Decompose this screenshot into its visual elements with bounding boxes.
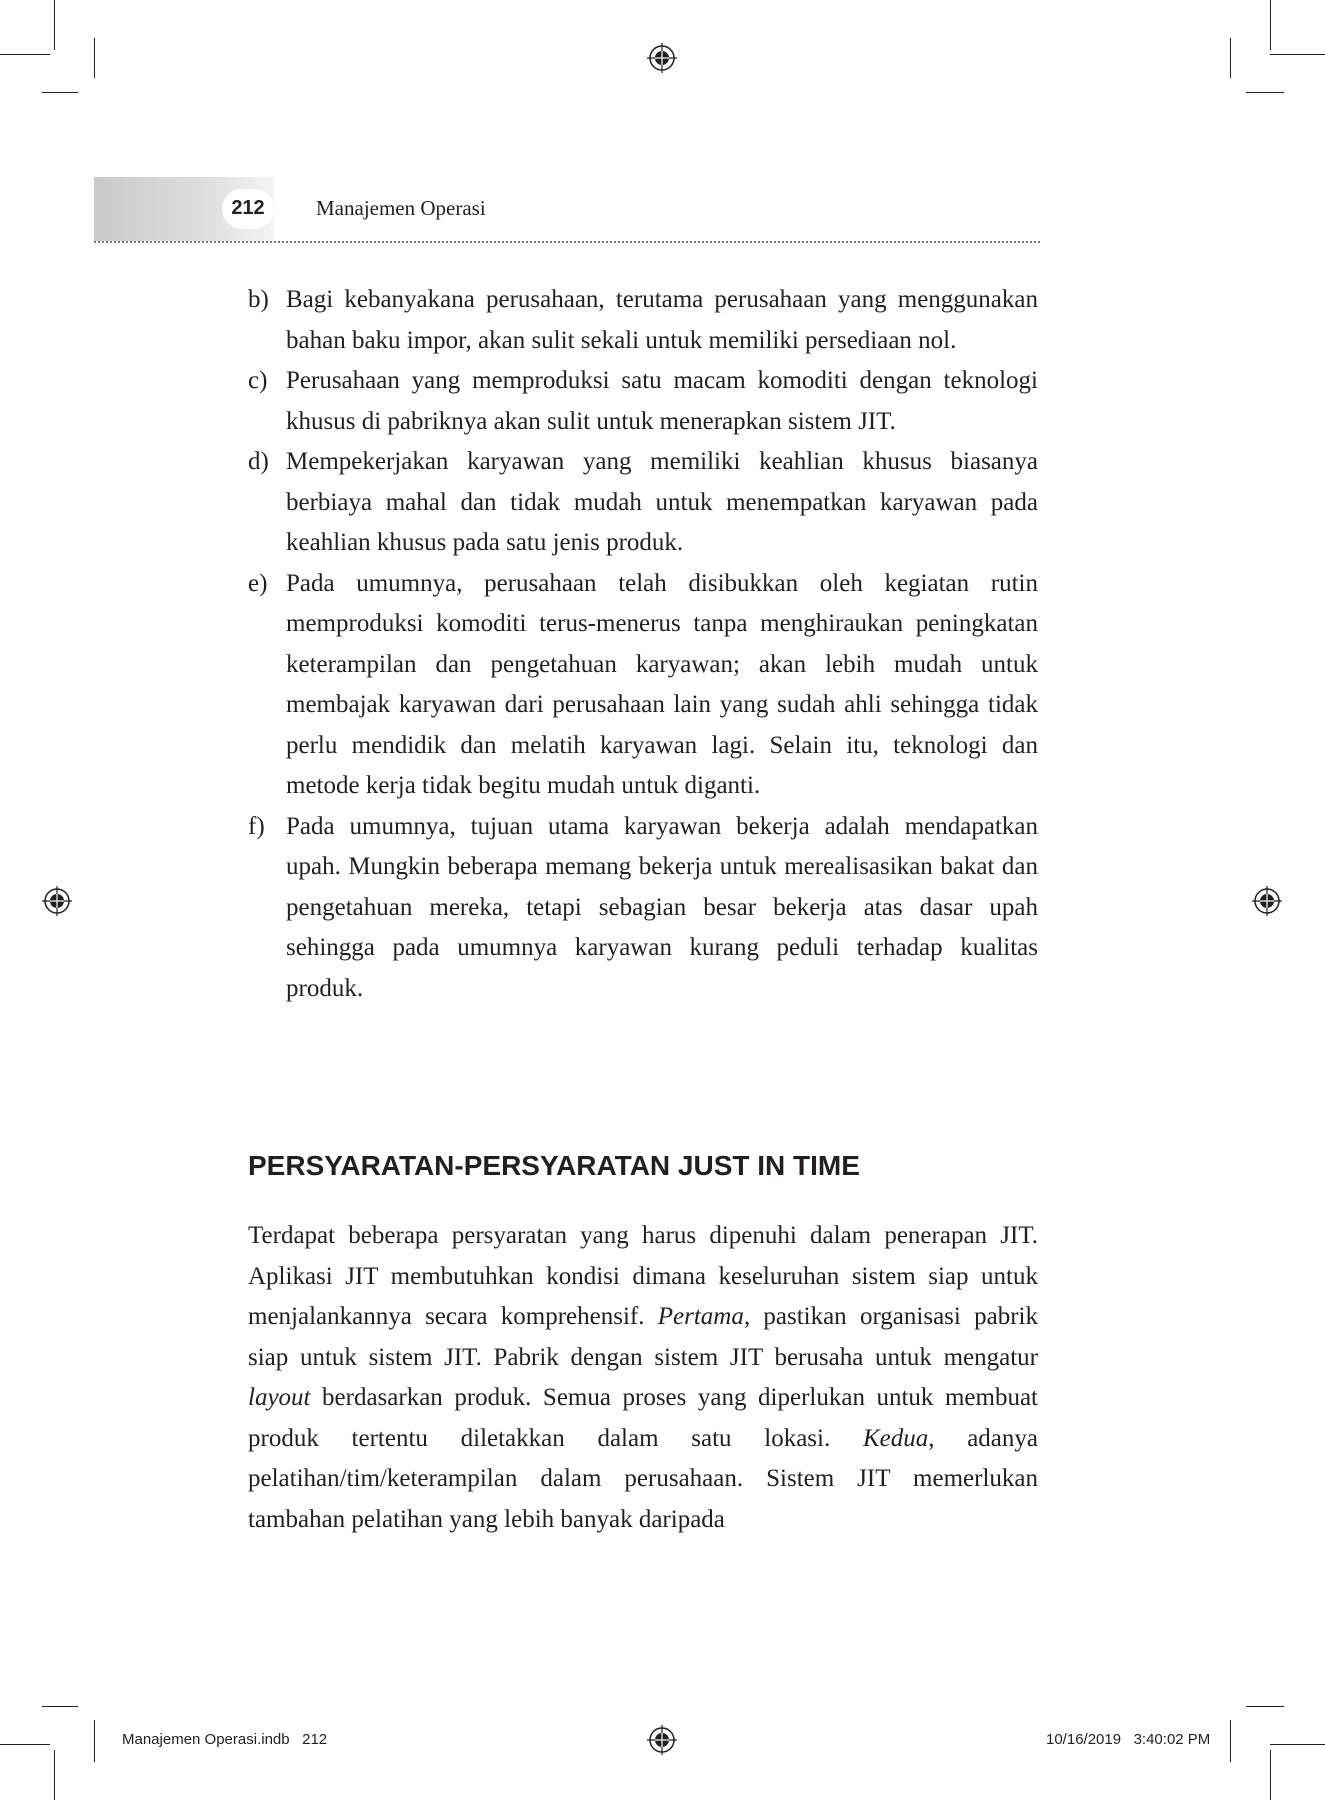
crop-mark	[42, 1706, 78, 1707]
list-marker: d)	[248, 448, 269, 475]
crop-mark	[1270, 0, 1271, 50]
crop-mark	[1230, 1720, 1231, 1762]
list-item	[248, 280, 1038, 361]
paragraph-text: berdasarkan produk. Semua proses yang diperlukan untuk membuat produk tertentu diletakkan dalam satu lokasi.	[248, 1384, 1038, 1452]
crop-mark	[0, 1744, 50, 1745]
section-heading: PERSYARATAN-PERSYARATAN JUST IN TIME	[248, 1150, 860, 1181]
list-item	[248, 442, 1038, 564]
list-marker: c)	[248, 367, 268, 394]
crop-mark	[1270, 54, 1325, 55]
list-marker: e)	[248, 569, 268, 597]
list	[248, 280, 1038, 1009]
body-paragraph	[248, 1216, 1038, 1540]
crop-mark	[54, 0, 55, 50]
footer-timestamp: 10/16/2019 3:40:02 PM	[1046, 1731, 1211, 1748]
list-item-text: Pada umumnya, perusahaan telah disibukkan oleh kegiatan rutin memproduksi komoditi terus-menerus tanpa menghiraukan peningkatan keterampilan dan pengetahuan karyawan; akan lebih mudah untuk membajak karyawan dari perusahaan lain yang sudah ahli sehingga tidak perlu mendidik dan melatih karyawan lagi. Selain itu, teknologi dan metode kerja tidak begitu mudah untuk diganti.	[286, 569, 1038, 799]
list-item	[248, 807, 1038, 1010]
list-item-text: Bagi kebanyakana perusahaan, terutama perusahaan yang menggunakan bahan baku impor, akan sulit sekali untuk memiliki persediaan nol.	[286, 286, 1038, 354]
emphasis-text: Pertama,	[657, 1303, 751, 1330]
list-item	[248, 361, 1038, 442]
crop-mark	[94, 38, 95, 78]
paragraph-text: Terdapat beberapa persyaratan yang harus dipenuhi dalam penerapan JIT. Aplikasi JIT membutuhkan kondisi dimana keseluruhan sistem siap untuk menjalankannya secara komprehensif.	[248, 1222, 1038, 1330]
crop-mark	[1270, 1744, 1325, 1745]
crop-mark	[1230, 38, 1231, 78]
page-number: 212	[231, 197, 265, 219]
running-title: Manajemen Operasi	[316, 196, 486, 220]
registration-mark-icon	[647, 43, 677, 73]
crop-mark	[42, 92, 78, 93]
footer-file-info: Manajemen Operasi.indb 212	[122, 1731, 328, 1748]
list-item-text: Pada umumnya, tujuan utama karyawan bekerja adalah mendapatkan upah. Mungkin beberapa memang bekerja untuk merealisasikan bakat dan pengetahuan mereka, tetapi sebagian besar bekerja atas dasar upah sehingga pada umumnya karyawan kurang peduli terhadap kualitas produk.	[286, 812, 1038, 1002]
list-item-text: Mempekerjakan karyawan yang memiliki keahlian khusus biasanya berbiaya mahal dan tidak mudah untuk menempatkan karyawan pada keahlian khusus pada satu jenis produk.	[286, 448, 1038, 556]
list-item-text: Perusahaan yang memproduksi satu macam komoditi dengan teknologi khusus di pabriknya akan sulit untuk menerapkan sistem JIT.	[286, 367, 1038, 435]
crop-mark	[1270, 1750, 1271, 1800]
list-item	[248, 564, 1038, 807]
paragraph-text: , adanya pelatihan/tim/keterampilan dalam perusahaan. Sistem JIT memerlukan tambahan pelatihan yang lebih banyak daripada	[248, 1424, 1038, 1533]
crop-mark	[1246, 92, 1284, 93]
crop-mark	[54, 1750, 55, 1800]
header-divider	[94, 241, 1040, 243]
registration-mark-icon	[42, 886, 72, 916]
paragraph-text: pastikan organisasi pabrik siap untuk sistem JIT. Pabrik dengan sistem JIT berusaha untuk mengatur	[248, 1303, 1038, 1371]
emphasis-text: layout	[248, 1384, 311, 1411]
list-marker: b)	[248, 286, 269, 313]
crop-mark	[0, 54, 50, 55]
registration-mark-icon	[647, 1725, 677, 1755]
registration-mark-icon	[1252, 886, 1282, 916]
emphasis-text: Kedua	[862, 1424, 929, 1452]
crop-mark	[1246, 1706, 1284, 1707]
list-marker: f)	[248, 812, 265, 840]
crop-mark	[94, 1720, 95, 1762]
